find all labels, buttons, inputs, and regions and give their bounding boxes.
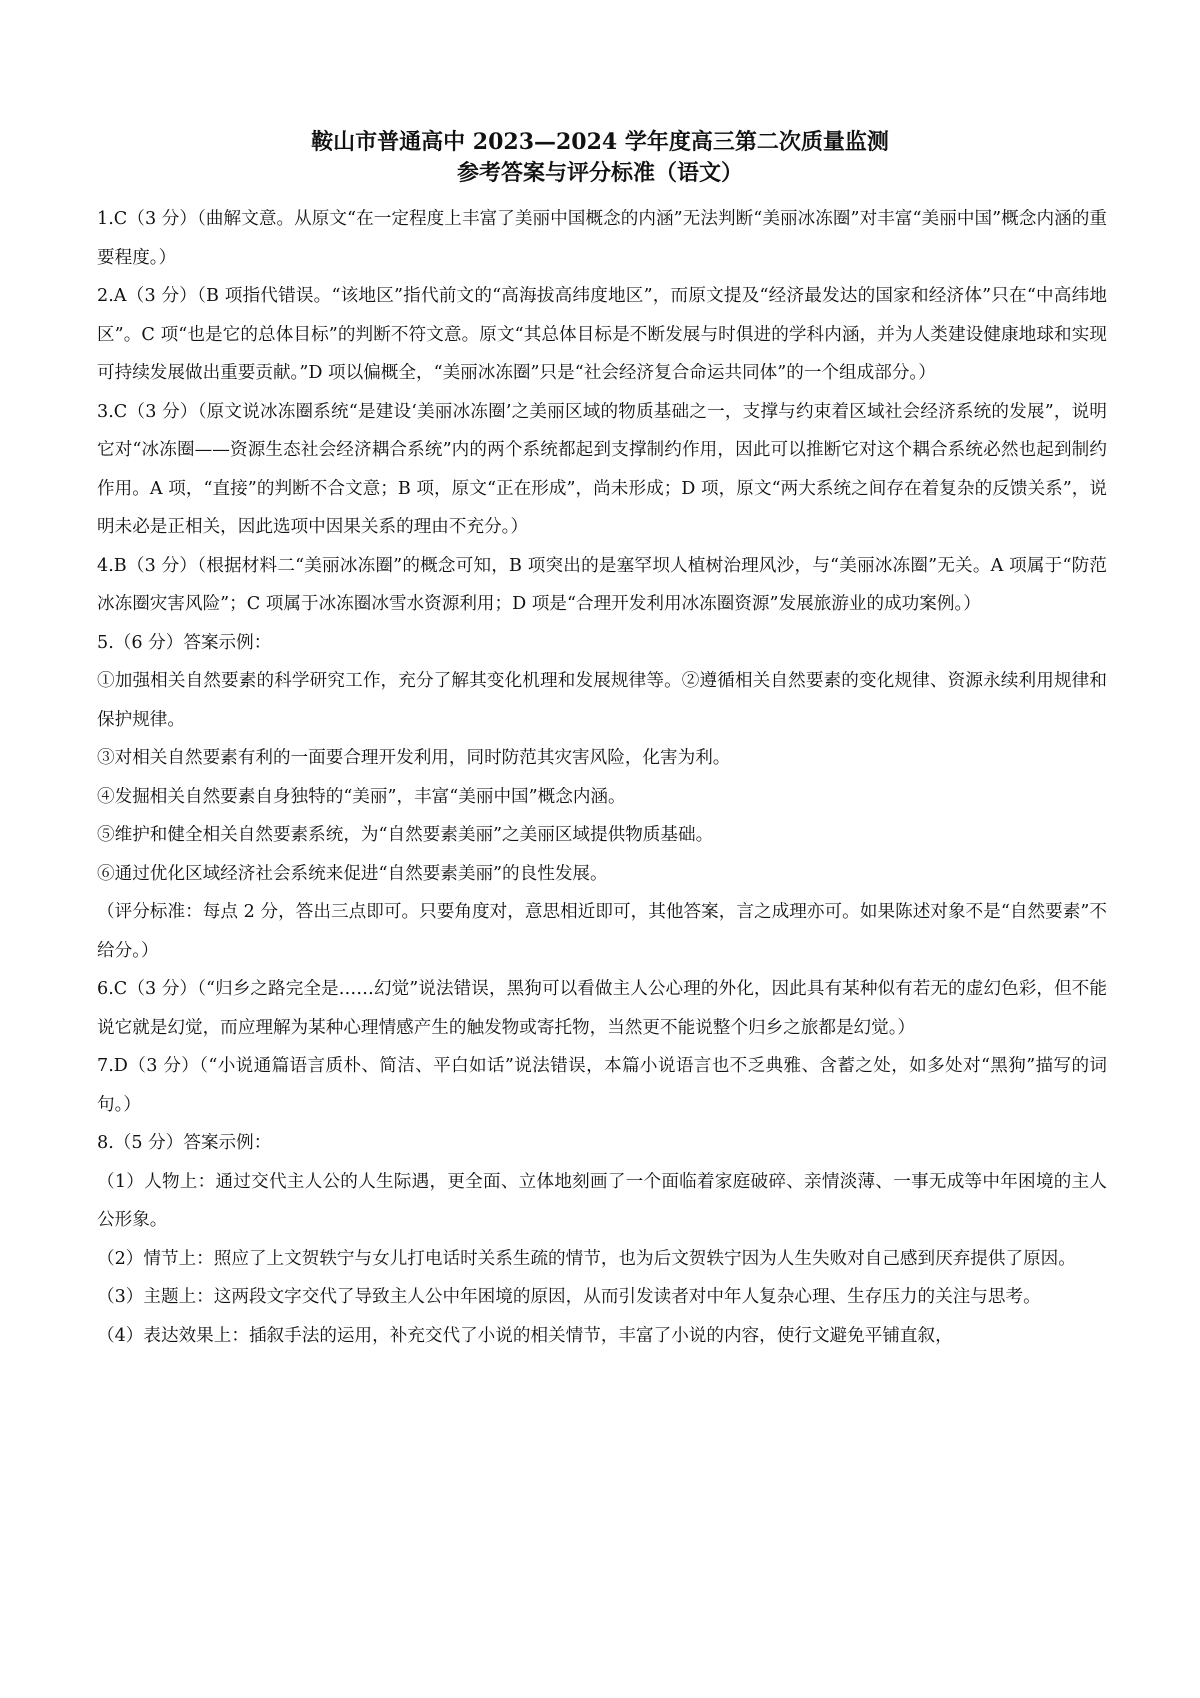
answer-q5-point-1-2: ①加强相关自然要素的科学研究工作，充分了解其变化机理和发展规律等。②遵循相关自然要素的变化规律、资源永续利用规律和保护规律。 (97, 671, 1107, 730)
answer-q5-point-4: ④发掘相关自然要素自身独特的“美丽”，丰富“美丽中国”概念内涵。 (97, 786, 626, 807)
answer-q7: 7.D（3 分）（“小说通篇语言质朴、简洁、平白如话”说法错误，本篇小说语言也不乏典雅、含蓄之处，如多处对“黑狗”描写的词句。） (97, 1056, 1107, 1115)
answer-q3: 3.C（3 分）（原文说冰冻圈系统“是建设‘美丽冰冻圈’之美丽区域的物质基础之一，支撑与约束着区域社会经济系统的发展”，说明它对“冰冻圈——资源生态社会经济耦合系统”内的两个系统都起到支撑制约作用，因此可以推断它对这个耦合系统必然也起到制约作用。A 项，“直接”的判断不合文意；B 项，原文“正在形成”，尚未形成；D 项，原文“两大系统之间存在着复杂的反馈关系”，说明未必是正相关，因此选项中因果关系的理由不充分。） (97, 401, 1107, 537)
answer-q2: 2.A（3 分）（B 项指代错误。“该地区”指代前文的“高海拔高纬度地区”，而原文提及“经济最发达的国家和经济体”只在“中高纬地区”。C 项“也是它的总体目标”的判断不符文意。原文“其总体目标是不断发展与时俱进的学科内涵，并为人类建设健康地球和实现可持续发展做出重要贡献。”D 项以偏概全，“美丽冰冻圈”只是“社会经济复合命运共同体”的一个组成部分。） (97, 286, 1107, 383)
answer-q5-point-6: ⑥通过优化区域经济社会系统来促进“自然要素美丽”的良性发展。 (97, 863, 608, 884)
answer-q8-heading: 8.（5 分）答案示例： (97, 1133, 272, 1153)
answer-q5-point-5: ⑤维护和健全相关自然要素系统，为“自然要素美丽”之美丽区域提供物质基础。 (97, 825, 714, 845)
answer-q8-point-1: （1）人物上：通过交代主人公的人生际遇，更全面、立体地刻画了一个面临着家庭破碎、亲情淡薄、一事无成等中年困境的主人公形象。 (97, 1171, 1107, 1230)
answer-q5-scoring: （评分标准：每点 2 分，答出三点即可。只要角度对，意思相近即可，其他答案，言之成理亦可。如果陈述对象不是“自然要素”不给分。） (97, 902, 1107, 961)
answer-q8-point-4: （4）表达效果上：插叙手法的运用，补充交代了小说的相关情节，丰富了小说的内容，使行文避免平铺直叙， (97, 1325, 953, 1346)
document-subtitle: 参考答案与评分标准（语文） (456, 160, 743, 186)
answer-q4: 4.B（3 分）（根据材料二“美丽冰冻圈”的概念可知，B 项突出的是塞罕坝人植树治理风沙，与“美丽冰冻圈”无关。A 项属于“防范冰冻圈灾害风险”；C 项属于冰冻圈冰雪水资源利用；D 项是“合理开发利用冰冻圈资源”发展旅游业的成功案例。） (97, 555, 1107, 614)
answer-q8-point-2: （2）情节上：照应了上文贺轶宁与女儿打电话时关系生疏的情节，也为后文贺轶宁因为人生失败对自己感到厌弃提供了原因。 (97, 1248, 1076, 1269)
document-title: 鞍山市普通高中 2023—2024 学年度高三第二次质量监测 (311, 129, 889, 155)
answer-content (97, 200, 1107, 1355)
answer-q5-heading: 5.（6 分）答案示例： (97, 632, 272, 653)
answer-q5-point-3: ③对相关自然要素有利的一面要合理开发利用，同时防范其灾害风险，化害为利。 (97, 748, 731, 768)
answer-q6: 6.C（3 分）（“归乡之路完全是……幻觉”说法错误，黑狗可以看做主人公心理的外化，因此具有某种似有若无的虚幻色彩，但不能说它就是幻觉，而应理解为某种心理情感产生的触发物或寄托物，当然更不能说整个归乡之旅都是幻觉。） (97, 979, 1107, 1038)
answer-q8-point-3: （3）主题上：这两段文字交代了导致主人公中年困境的原因，从而引发读者对中年人复杂心理、生存压力的关注与思考。 (97, 1287, 1041, 1307)
answer-q1: 1.C（3 分）（曲解文意。从原文“在一定程度上丰富了美丽中国概念的内涵”无法判断“美丽冰冻圈”对丰富“美丽中国”概念内涵的重要程度。） (97, 209, 1107, 268)
